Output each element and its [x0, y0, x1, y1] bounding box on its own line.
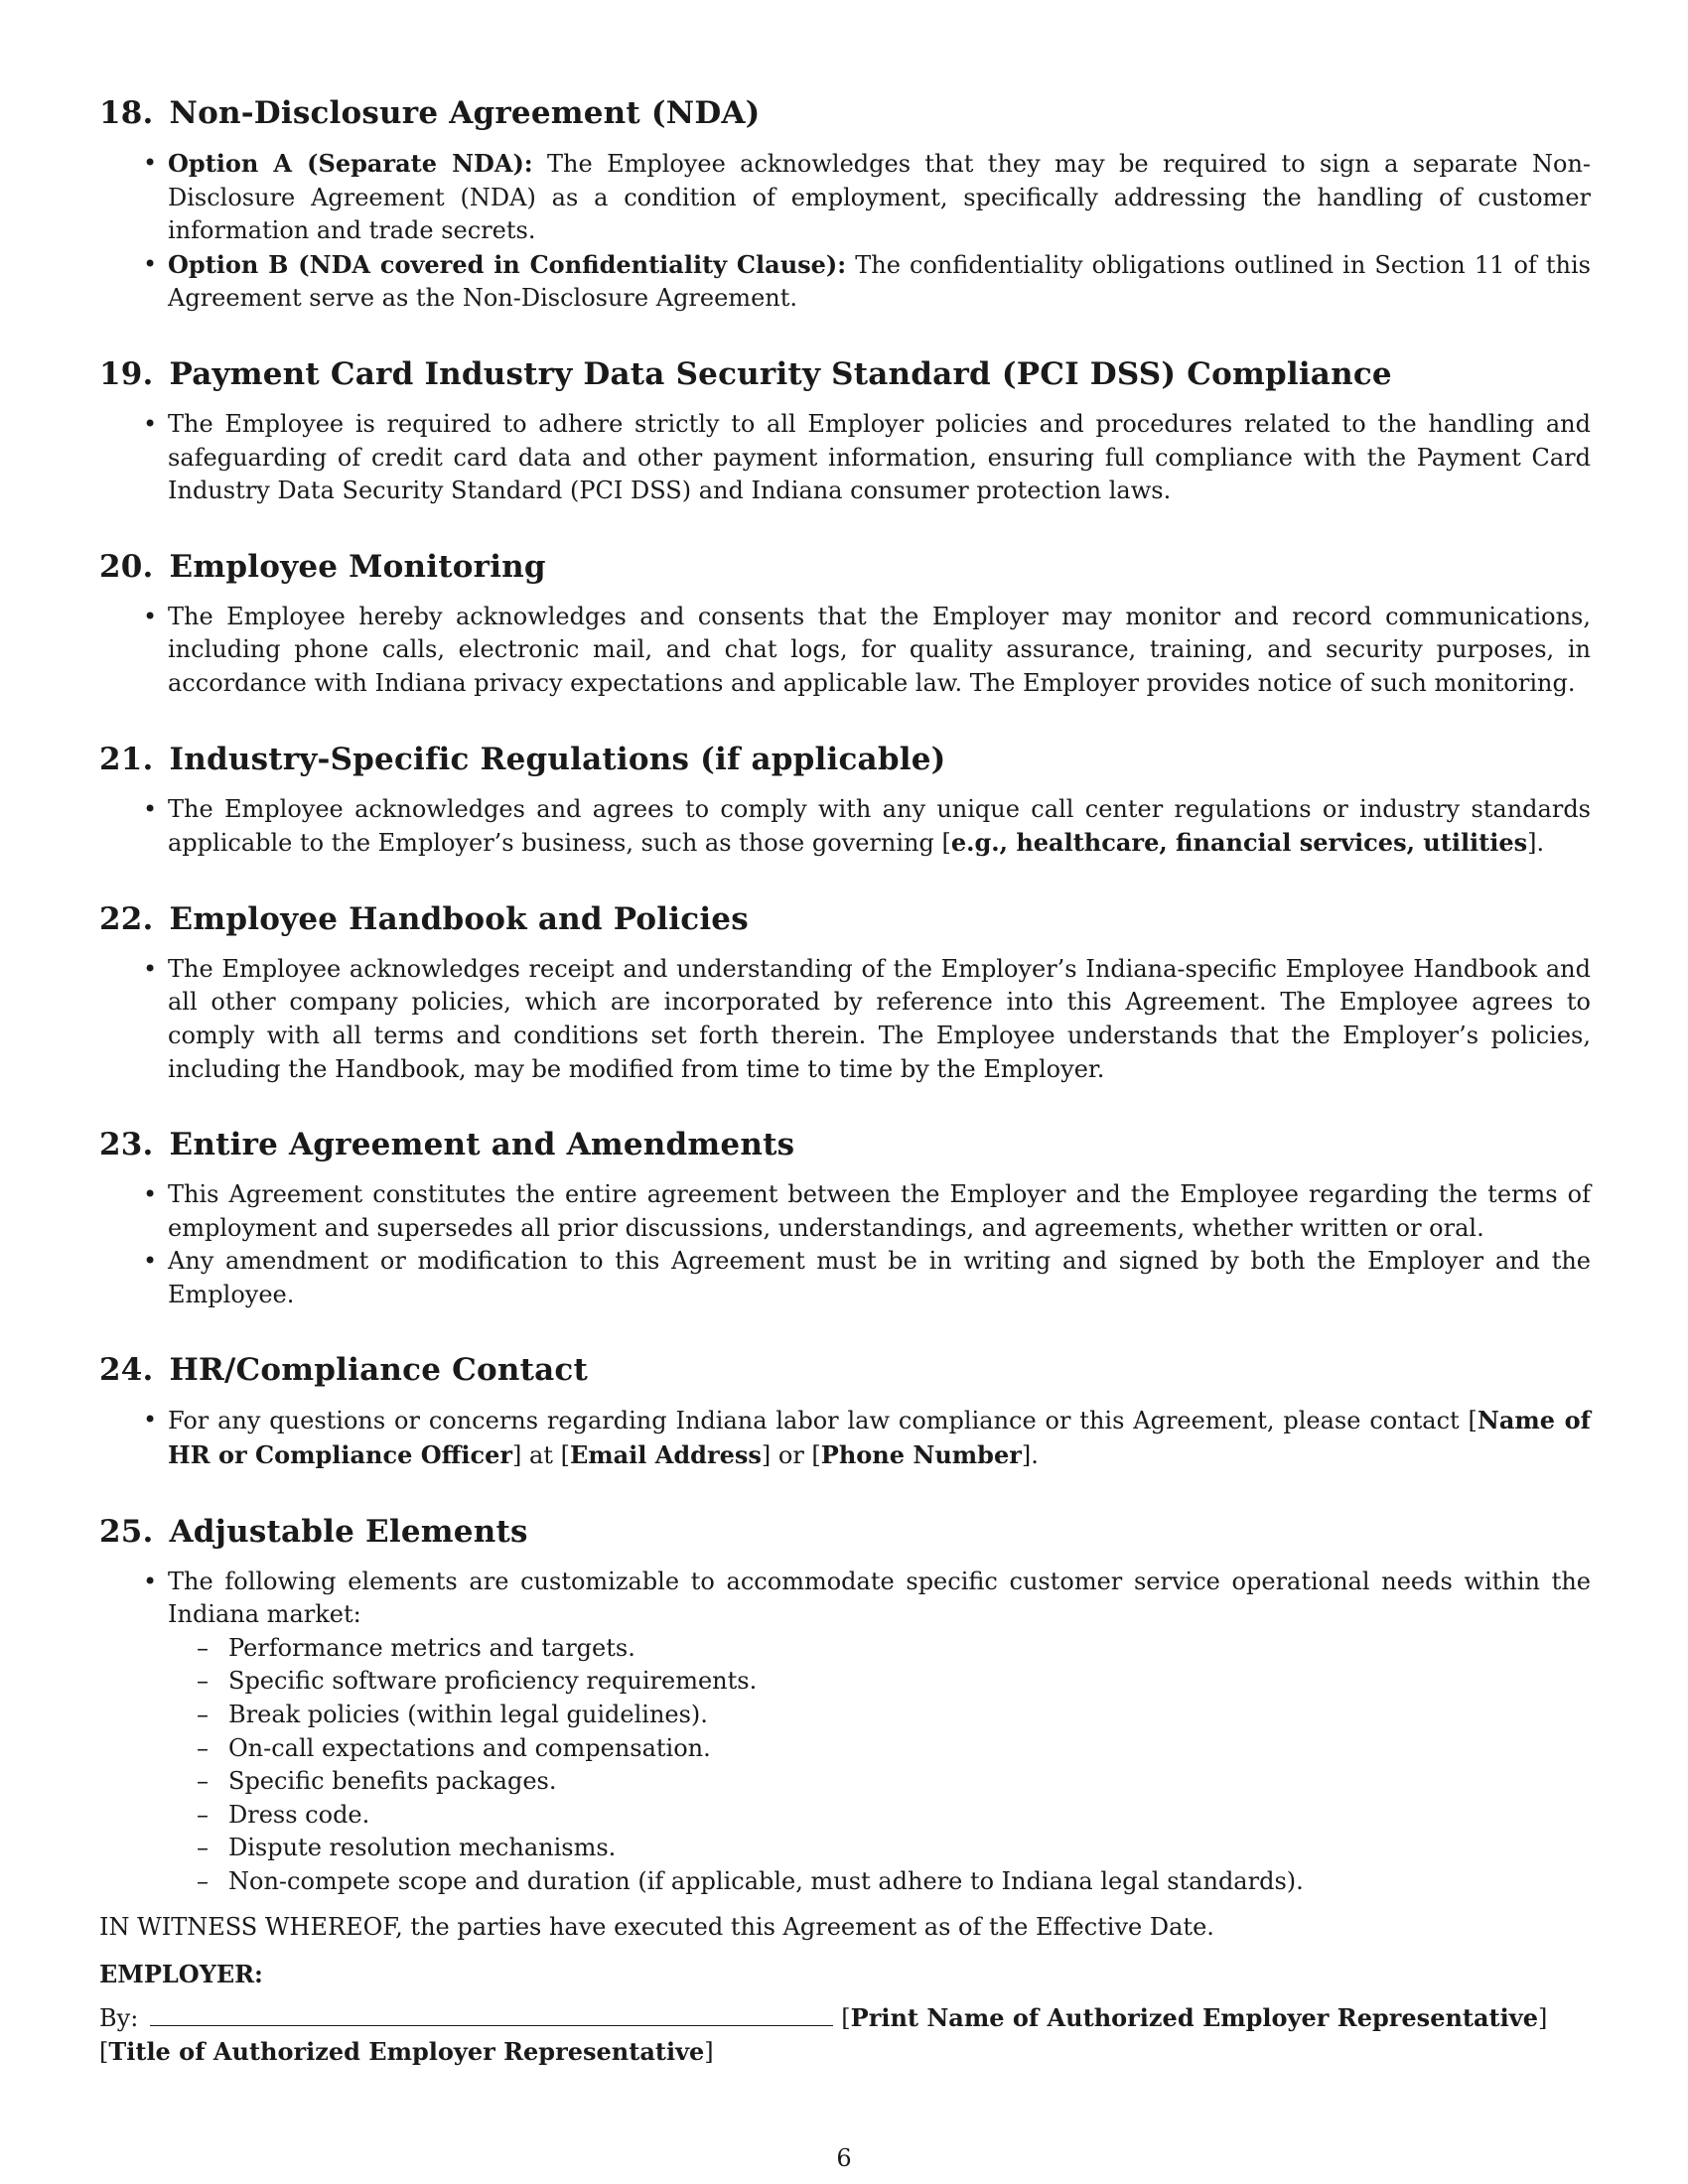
list-item: • The Employee acknowledges receipt and understanding of the Employer’s Indiana-specific Employee Handbook and all other company policies, which are incorporated by reference into this Agreement. The Employee agrees to comply with all terms and conditions set forth therein. The Employee understands that the Employer’s policies, including the Handbook, may be modified from time to time by the Employer.: [99, 953, 1591, 1086]
section-heading: 21. Industry-Specific Regulations (if applicable): [99, 741, 946, 777]
industry-placeholder: e.g., healthcare, financial services, utilities: [950, 828, 1528, 858]
employer-label: EMPLOYER:: [99, 1960, 263, 1989]
section-title: Non-Disclosure Agreement (NDA): [169, 95, 761, 131]
bullet-list: [99, 1404, 1591, 1472]
sub-list-item: – Break policies (within legal guidelines).: [168, 1699, 1591, 1732]
email-placeholder: Email Address: [569, 1440, 762, 1470]
bullet-list: [99, 147, 1591, 316]
bullet-list: [99, 793, 1591, 861]
section-18: [99, 93, 1591, 316]
list-item: • The Employee acknowledges and agrees to comply with any unique call center regulations or industry standards applicable to the Employer’s business, such as those governing [e.g., healthcare, financial services, utilities].: [99, 793, 1591, 861]
bullet-list: [99, 1566, 1591, 1899]
by-label: By:: [99, 2003, 139, 2032]
sub-list-item: – Specific software proficiency requirements.: [168, 1665, 1591, 1699]
section-heading: 20. Employee Monitoring: [99, 548, 546, 585]
bullet-list: [99, 1178, 1591, 1311]
section-heading: 19. Payment Card Industry Data Security Standard (PCI DSS) Compliance: [99, 355, 1392, 392]
sub-list-item: – Dress code.: [168, 1799, 1591, 1833]
section-22: [99, 899, 1591, 1086]
signature-line: By: [ Print Name of Authorized Employer Representative ]: [99, 2001, 1591, 2036]
section-heading: 22. Employee Handbook and Policies: [99, 900, 749, 937]
title-placeholder: Title of Authorized Employer Representative: [108, 2037, 705, 2067]
phone-placeholder: Phone Number: [820, 1440, 1022, 1470]
sub-list-item: – Specific benefits packages.: [168, 1765, 1591, 1799]
list-item: • This Agreement constitutes the entire agreement between the Employer and the Employee regarding the terms of employment and supersedes all prior discussions, understandings, and agreements, whether written or oral.: [99, 1178, 1591, 1245]
option-a-label: Option A (Separate NDA):: [168, 149, 533, 178]
section-title: Payment Card Industry Data Security Standard (PCI DSS) Compliance: [169, 355, 1392, 392]
list-item: • For any questions or concerns regarding Indiana labor law compliance or this Agreement, please contact [Name of HR or Compliance Officer] at [Email Address] or [Phone Number].: [99, 1404, 1591, 1472]
signature-field[interactable]: [150, 2005, 833, 2026]
list-item: • Any amendment or modification to this Agreement must be in writing and signed by both the Employer and the Employee.: [99, 1245, 1591, 1311]
bullet-list: [99, 408, 1591, 508]
title-line: [Title of Authorized Employer Representative]: [99, 2037, 714, 2067]
section-title: Employee Handbook and Policies: [169, 900, 749, 937]
section-heading: 18. Non-Disclosure Agreement (NDA): [99, 95, 761, 131]
list-item: • The Employee is required to adhere strictly to all Employer policies and procedures related to the handling and safeguarding of credit card data and other payment information, ensuring full compliance with the Payment Card Industry Data Security Standard (PCI DSS) and Indiana consumer protection laws.: [99, 408, 1591, 508]
section-title: Adjustable Elements: [169, 1513, 528, 1550]
witness-statement: IN WITNESS WHEREOF, the parties have executed this Agreement as of the Effective Date.: [99, 1912, 1214, 1941]
section-heading: 23. Entire Agreement and Amendments: [99, 1127, 795, 1163]
section-heading: 25. Adjustable Elements: [99, 1513, 528, 1550]
sub-list: [168, 1632, 1591, 1899]
document-page: [99, 93, 1591, 2070]
section-20: [99, 547, 1591, 701]
page-number: 6: [836, 2144, 852, 2172]
sub-list-item: – Performance metrics and targets.: [168, 1632, 1591, 1666]
sub-list-item: – On-call expectations and compensation.: [168, 1732, 1591, 1766]
bullet-list: [99, 601, 1591, 701]
section-title: HR/Compliance Contact: [169, 1352, 589, 1389]
section-title: Employee Monitoring: [169, 548, 546, 585]
list-item: • Option B (NDA covered in Confidentiality Clause): The confidentiality obligations outlined in Section 11 of this Agreement serve as the Non-Disclosure Agreement.: [99, 248, 1591, 316]
hr-officer-placeholder: Name of HR or Compliance Officer: [168, 1406, 1591, 1470]
list-item: • The Employee hereby acknowledges and consents that the Employer may monitor and record communications, including phone calls, electronic mail, and chat logs, for quality assurance, training, and security purposes, in accordance with Indiana privacy expectations and applicable law. The Employer provides notice of such monitoring.: [99, 601, 1591, 701]
option-b-label: Option B (NDA covered in Confidentiality Clause):: [168, 249, 847, 279]
section-21: [99, 740, 1591, 861]
section-23: [99, 1125, 1591, 1311]
print-name-placeholder: Print Name of Authorized Employer Representative: [850, 2002, 1538, 2032]
section-title: Entire Agreement and Amendments: [169, 1127, 795, 1163]
sub-list-item: – Non-compete scope and duration (if applicable, must adhere to Indiana legal standards).: [168, 1865, 1591, 1899]
section-19: [99, 354, 1591, 508]
section-24: [99, 1350, 1591, 1472]
list-item: • Option A (Separate NDA): The Employee acknowledges that they may be required to sign a separate Non-Disclosure Agreement (NDA) as a condition of employment, specifically addressing the handling of customer information and trade secrets.: [99, 147, 1591, 248]
bullet-list: [99, 953, 1591, 1086]
section-title: Industry-Specific Regulations (if applicable): [169, 741, 946, 777]
list-item: • The following elements are customizable to accommodate specific customer service operational needs within the Indiana market: – Performance metrics and targets. – Specific software proficiency requirements. – Break policies (within legal guidelines). – On-call expectations and compensation. – Specific benefits packages. – Dress code. – Dispute resolution mechanisms. – Non-compete scope and duration (if applicable, must adhere to Indiana legal standards).: [99, 1566, 1591, 1899]
section-heading: 24. HR/Compliance Contact: [99, 1352, 589, 1389]
sub-list-item: – Dispute resolution mechanisms.: [168, 1832, 1591, 1865]
section-25: [99, 1512, 1591, 1899]
